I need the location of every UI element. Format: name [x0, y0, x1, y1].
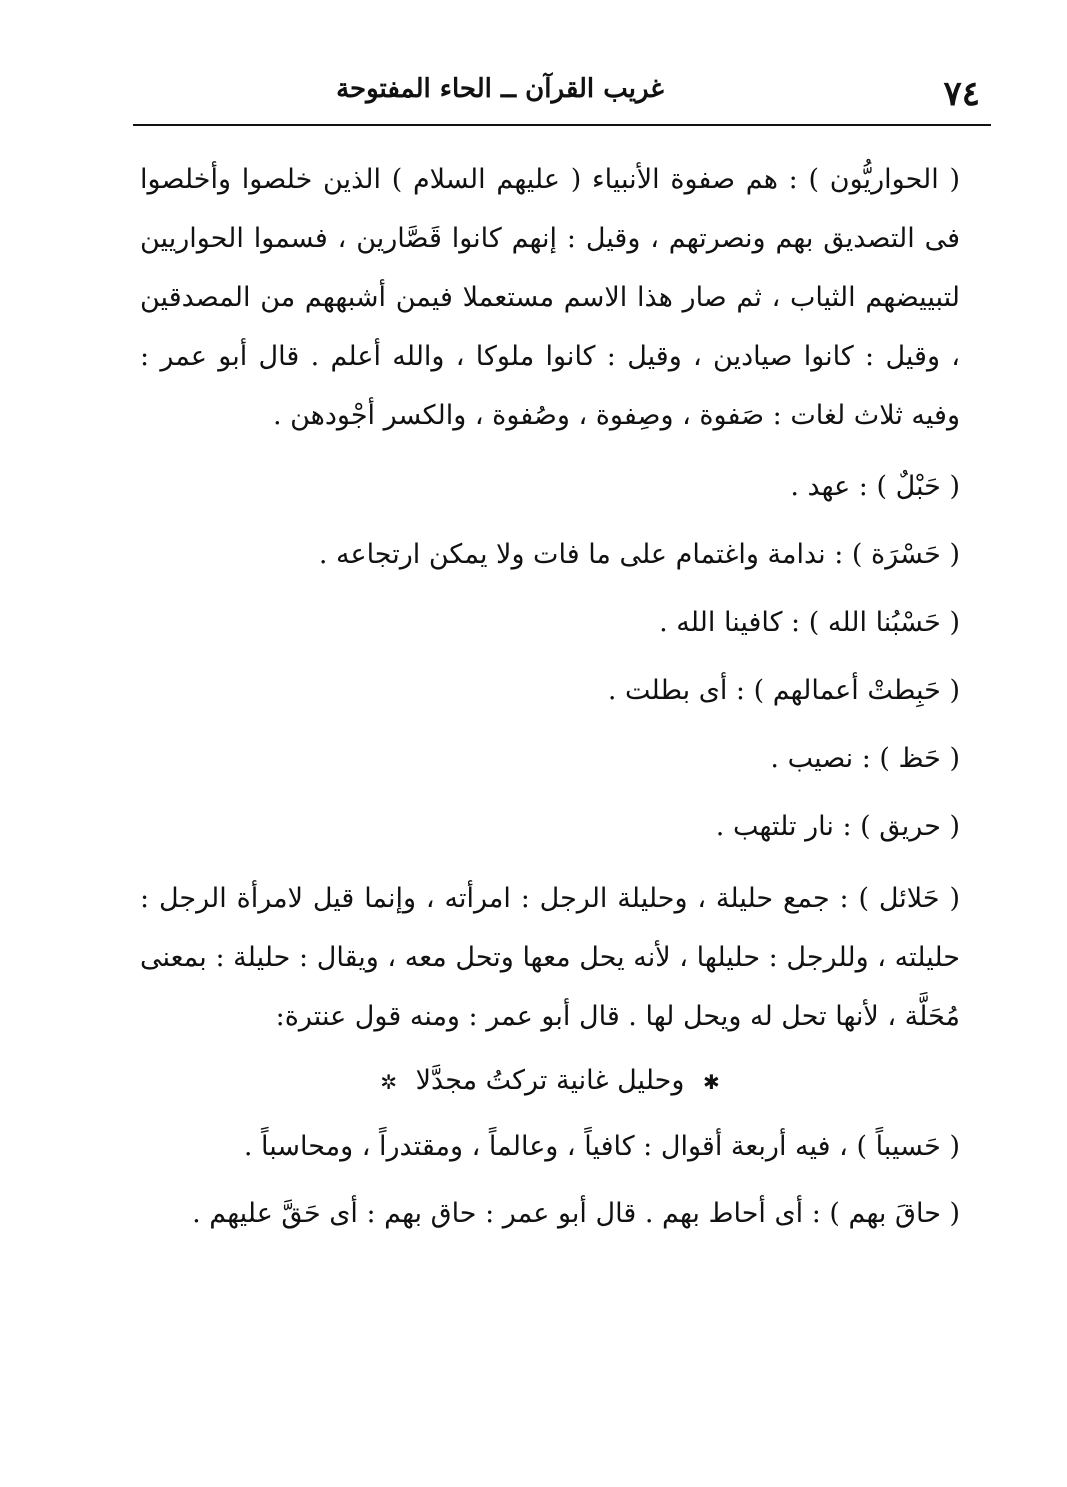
entry-halail: ( حَلائل ) : جمع حليلة ، وحليلة الرجل : امرأته ، وإنما قيل لامرأة الرجل : حليلته ، وللرجل : حليلها ، لأنه يحل معها وتحل معه ، ويقال : حليلة : بمعنى مُحَلَّة ، لأنها تحل له ويحل لها . قال أبو عمر : ومنه قول عنترة:	[140, 883, 960, 1032]
spacer	[140, 861, 960, 869]
verse-text: وحليل غانية تركتُ مجدَّلا	[415, 1065, 685, 1096]
page-header	[130, 70, 990, 118]
page-body	[140, 150, 960, 1243]
entry-hasbuna: ( حَسْبُنا الله ) : كافينا الله .	[659, 607, 960, 638]
poetry-verse	[140, 1050, 960, 1113]
entry-habitat: ( حَبِطتْ أعمالهم ) : أى بطلت .	[607, 675, 960, 706]
entry-hasiban: ( حَسيباً ) ، فيه أربعة أقوال : كافياً ، وعالماً ، ومقتدراً ، ومحاسباً .	[243, 1131, 960, 1162]
entry-habl: ( حَبْلٌ ) : عهد .	[790, 471, 960, 502]
star-ornament-icon: ✲	[380, 1070, 398, 1094]
spacer	[140, 1176, 960, 1184]
entry-hazz: ( حَظ ) : نصيب .	[770, 743, 960, 774]
entry-hawariyyun: ( الحواريُّون ) : هم صفوة الأنبياء ( عليهم السلام ) الذين خلصوا وأخلصوا فى التصديق بهم ونصرتهم ، وقيل : إنهم كانوا قَصَّارين ، فسموا الحواريين لتبييضهم الثياب ، ثم صار هذا الاسم مستعملا فيمن أشبههم من المصدقين ، وقيل : كانوا صيادين ، وقيل : كانوا ملوكا ، والله أعلم . قال أبو عمر : وفيه ثلاث لغات : صَفوة ، وصِفوة ، وصُفوة ، والكسر أجْودهن .	[140, 164, 960, 431]
entry-hasra: ( حَسْرَة ) : ندامة واغتمام على ما فات ولا يمكن ارتجاعه .	[318, 539, 960, 570]
header-rule	[133, 124, 991, 126]
page-number: ٧٤	[943, 74, 980, 114]
running-title: غريب القرآن ــ الحاء المفتوحة	[336, 74, 664, 104]
spacer	[140, 445, 960, 453]
entry-hariq: ( حريق ) : نار تلتهب .	[715, 811, 960, 842]
entry-haqa: ( حاقَ بهم ) : أى أحاط بهم . قال أبو عمر : حاق بهم : أى حَقَّ عليهم .	[192, 1198, 960, 1229]
star-ornament-icon: ✱	[702, 1070, 720, 1094]
